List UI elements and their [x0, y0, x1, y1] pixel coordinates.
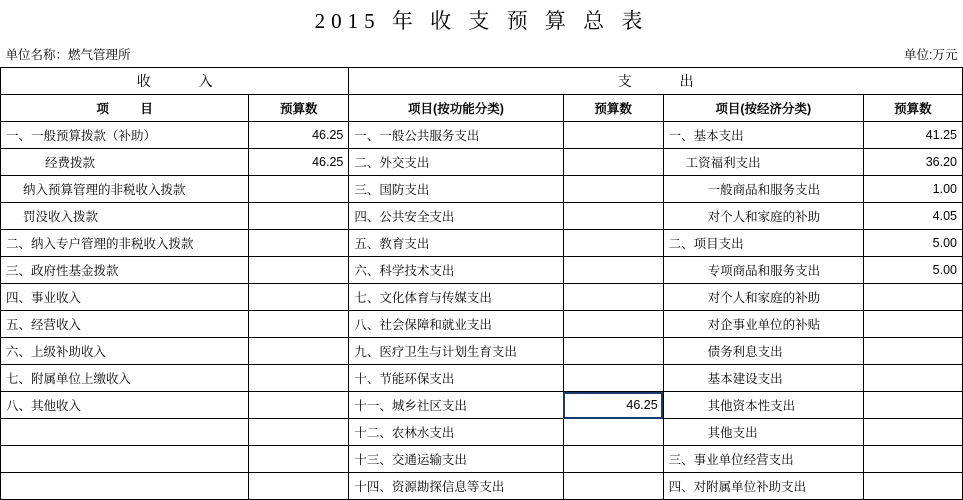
cell-expense-func-budget[interactable]: [563, 176, 663, 203]
table-row: [1, 149, 963, 176]
cell-income-item[interactable]: 七、附属单位上缴收入: [1, 365, 249, 392]
table-row: [1, 230, 963, 257]
cell-income-item[interactable]: 三、政府性基金拨款: [1, 257, 249, 284]
cell-expense-func-budget[interactable]: [563, 149, 663, 176]
cell-expense-econ-item[interactable]: 债务利息支出: [663, 338, 863, 365]
table-row: [1, 446, 963, 473]
cell-expense-econ-item[interactable]: 基本建设支出: [663, 365, 863, 392]
cell-expense-func-item[interactable]: 十、节能环保支出: [349, 365, 563, 392]
cell-income-item[interactable]: 二、纳入专户管理的非税收入拨款: [1, 230, 249, 257]
cell-income-item[interactable]: 一、一般预算拨款（补助）: [1, 122, 249, 149]
cell-expense-func-budget[interactable]: [563, 284, 663, 311]
cell-expense-econ-budget[interactable]: [863, 419, 962, 446]
cell-expense-func-item[interactable]: 二、外交支出: [349, 149, 563, 176]
expense-section-header: 支 出: [349, 68, 963, 95]
cell-expense-econ-budget[interactable]: [863, 284, 962, 311]
cell-income-item[interactable]: [1, 446, 249, 473]
cell-expense-econ-item[interactable]: 对个人和家庭的补助: [663, 203, 863, 230]
col-header-expense-func-item: 项目(按功能分类): [349, 95, 563, 122]
cell-expense-func-budget[interactable]: [563, 446, 663, 473]
cell-expense-func-item[interactable]: 十一、城乡社区支出: [349, 392, 563, 419]
cell-expense-econ-budget[interactable]: [863, 473, 962, 500]
cell-expense-func-budget[interactable]: 46.25: [563, 392, 663, 419]
cell-expense-func-budget[interactable]: [563, 419, 663, 446]
cell-income-budget[interactable]: [249, 230, 349, 257]
cell-expense-econ-item[interactable]: 对企事业单位的补贴: [663, 311, 863, 338]
cell-income-budget[interactable]: [249, 257, 349, 284]
col-header-income-budget: 预算数: [249, 95, 349, 122]
cell-income-budget[interactable]: [249, 176, 349, 203]
cell-expense-econ-item[interactable]: 对个人和家庭的补助: [663, 284, 863, 311]
table-row: [1, 419, 963, 446]
cell-income-budget[interactable]: 46.25: [249, 149, 349, 176]
cell-expense-econ-budget[interactable]: 5.00: [863, 230, 962, 257]
col-header-expense-econ-item: 项目(按经济分类): [663, 95, 863, 122]
cell-expense-func-budget[interactable]: [563, 311, 663, 338]
table-row: [1, 257, 963, 284]
cell-income-item[interactable]: [1, 473, 249, 500]
cell-expense-econ-item[interactable]: 专项商品和服务支出: [663, 257, 863, 284]
cell-expense-econ-budget[interactable]: [863, 392, 962, 419]
col-header-expense-func-budget: 预算数: [563, 95, 663, 122]
cell-income-budget[interactable]: 46.25: [249, 122, 349, 149]
cell-expense-econ-budget[interactable]: [863, 311, 962, 338]
cell-expense-func-budget[interactable]: [563, 473, 663, 500]
table-body: [1, 122, 963, 500]
cell-expense-econ-item[interactable]: 一、基本支出: [663, 122, 863, 149]
cell-expense-func-budget[interactable]: [563, 338, 663, 365]
cell-expense-func-item[interactable]: 九、医疗卫生与计划生育支出: [349, 338, 563, 365]
col-header-expense-econ-budget: 预算数: [863, 95, 962, 122]
cell-income-budget[interactable]: [249, 473, 349, 500]
cell-income-budget[interactable]: [249, 446, 349, 473]
cell-income-budget[interactable]: [249, 392, 349, 419]
unit-name-label: 单位名称：燃气管理所: [5, 48, 131, 62]
cell-expense-econ-budget[interactable]: 36.20: [863, 149, 962, 176]
cell-income-item[interactable]: 六、上级补助收入: [1, 338, 249, 365]
cell-expense-econ-item[interactable]: 三、事业单位经营支出: [663, 446, 863, 473]
cell-expense-econ-budget[interactable]: [863, 365, 962, 392]
cell-expense-func-item[interactable]: 十二、农林水支出: [349, 419, 563, 446]
table-row: [1, 284, 963, 311]
cell-expense-func-budget[interactable]: [563, 365, 663, 392]
cell-expense-func-item[interactable]: 五、教育支出: [349, 230, 563, 257]
cell-income-item[interactable]: [1, 419, 249, 446]
cell-expense-econ-item[interactable]: 工资福利支出: [663, 149, 863, 176]
cell-expense-econ-budget[interactable]: 41.25: [863, 122, 962, 149]
cell-expense-func-item[interactable]: 七、文化体育与传媒支出: [349, 284, 563, 311]
cell-income-budget[interactable]: [249, 203, 349, 230]
cell-expense-func-item[interactable]: 十四、资源勘探信息等支出: [349, 473, 563, 500]
cell-income-budget[interactable]: [249, 284, 349, 311]
cell-income-budget[interactable]: [249, 419, 349, 446]
income-section-header: 收 入: [1, 68, 349, 95]
table-row: [1, 311, 963, 338]
table-row: [1, 176, 963, 203]
table-row: [1, 203, 963, 230]
cell-expense-econ-item[interactable]: 一般商品和服务支出: [663, 176, 863, 203]
cell-income-item[interactable]: 纳入预算管理的非税收入拨款: [1, 176, 249, 203]
table-row: [1, 473, 963, 500]
table-row: [1, 338, 963, 365]
cell-income-item[interactable]: 罚没收入拨款: [1, 203, 249, 230]
table-row: [1, 365, 963, 392]
col-header-income-item: 项 目: [1, 95, 249, 122]
page-title: 2015 年 收 支 预 算 总 表: [314, 9, 649, 33]
cell-expense-econ-budget[interactable]: [863, 446, 962, 473]
cell-expense-func-item[interactable]: 四、公共安全支出: [349, 203, 563, 230]
cell-expense-func-item[interactable]: 一、一般公共服务支出: [349, 122, 563, 149]
cell-expense-func-item[interactable]: 八、社会保障和就业支出: [349, 311, 563, 338]
cell-expense-func-item[interactable]: 三、国防支出: [349, 176, 563, 203]
cell-expense-econ-budget[interactable]: 4.05: [863, 203, 962, 230]
section-header-row: [1, 68, 963, 95]
cell-expense-econ-item[interactable]: 二、项目支出: [663, 230, 863, 257]
cell-expense-func-item[interactable]: 十三、交通运输支出: [349, 446, 563, 473]
cell-expense-econ-budget[interactable]: [863, 338, 962, 365]
cell-income-item[interactable]: 五、经营收入: [1, 311, 249, 338]
meta-row: [1, 41, 963, 68]
cell-expense-func-item[interactable]: 六、科学技术支出: [349, 257, 563, 284]
cell-expense-func-budget[interactable]: [563, 257, 663, 284]
cell-expense-func-budget[interactable]: [563, 230, 663, 257]
cell-income-budget[interactable]: [249, 365, 349, 392]
cell-expense-func-budget[interactable]: [563, 122, 663, 149]
cell-income-item[interactable]: 经费拨款: [1, 149, 249, 176]
unit-label: 单位:万元: [904, 48, 958, 62]
cell-expense-econ-item[interactable]: 其他支出: [663, 419, 863, 446]
cell-expense-econ-item[interactable]: 其他资本性支出: [663, 392, 863, 419]
cell-income-item[interactable]: 八、其他收入: [1, 392, 249, 419]
table-row: [1, 392, 963, 419]
cell-income-budget[interactable]: [249, 338, 349, 365]
column-header-row: [1, 95, 963, 122]
cell-expense-econ-budget[interactable]: 1.00: [863, 176, 962, 203]
budget-table: [0, 41, 963, 500]
cell-expense-econ-budget[interactable]: 5.00: [863, 257, 962, 284]
cell-income-budget[interactable]: [249, 311, 349, 338]
cell-expense-func-budget[interactable]: [563, 203, 663, 230]
cell-expense-econ-item[interactable]: 四、对附属单位补助支出: [663, 473, 863, 500]
table-row: [1, 122, 963, 149]
cell-income-item[interactable]: 四、事业收入: [1, 284, 249, 311]
